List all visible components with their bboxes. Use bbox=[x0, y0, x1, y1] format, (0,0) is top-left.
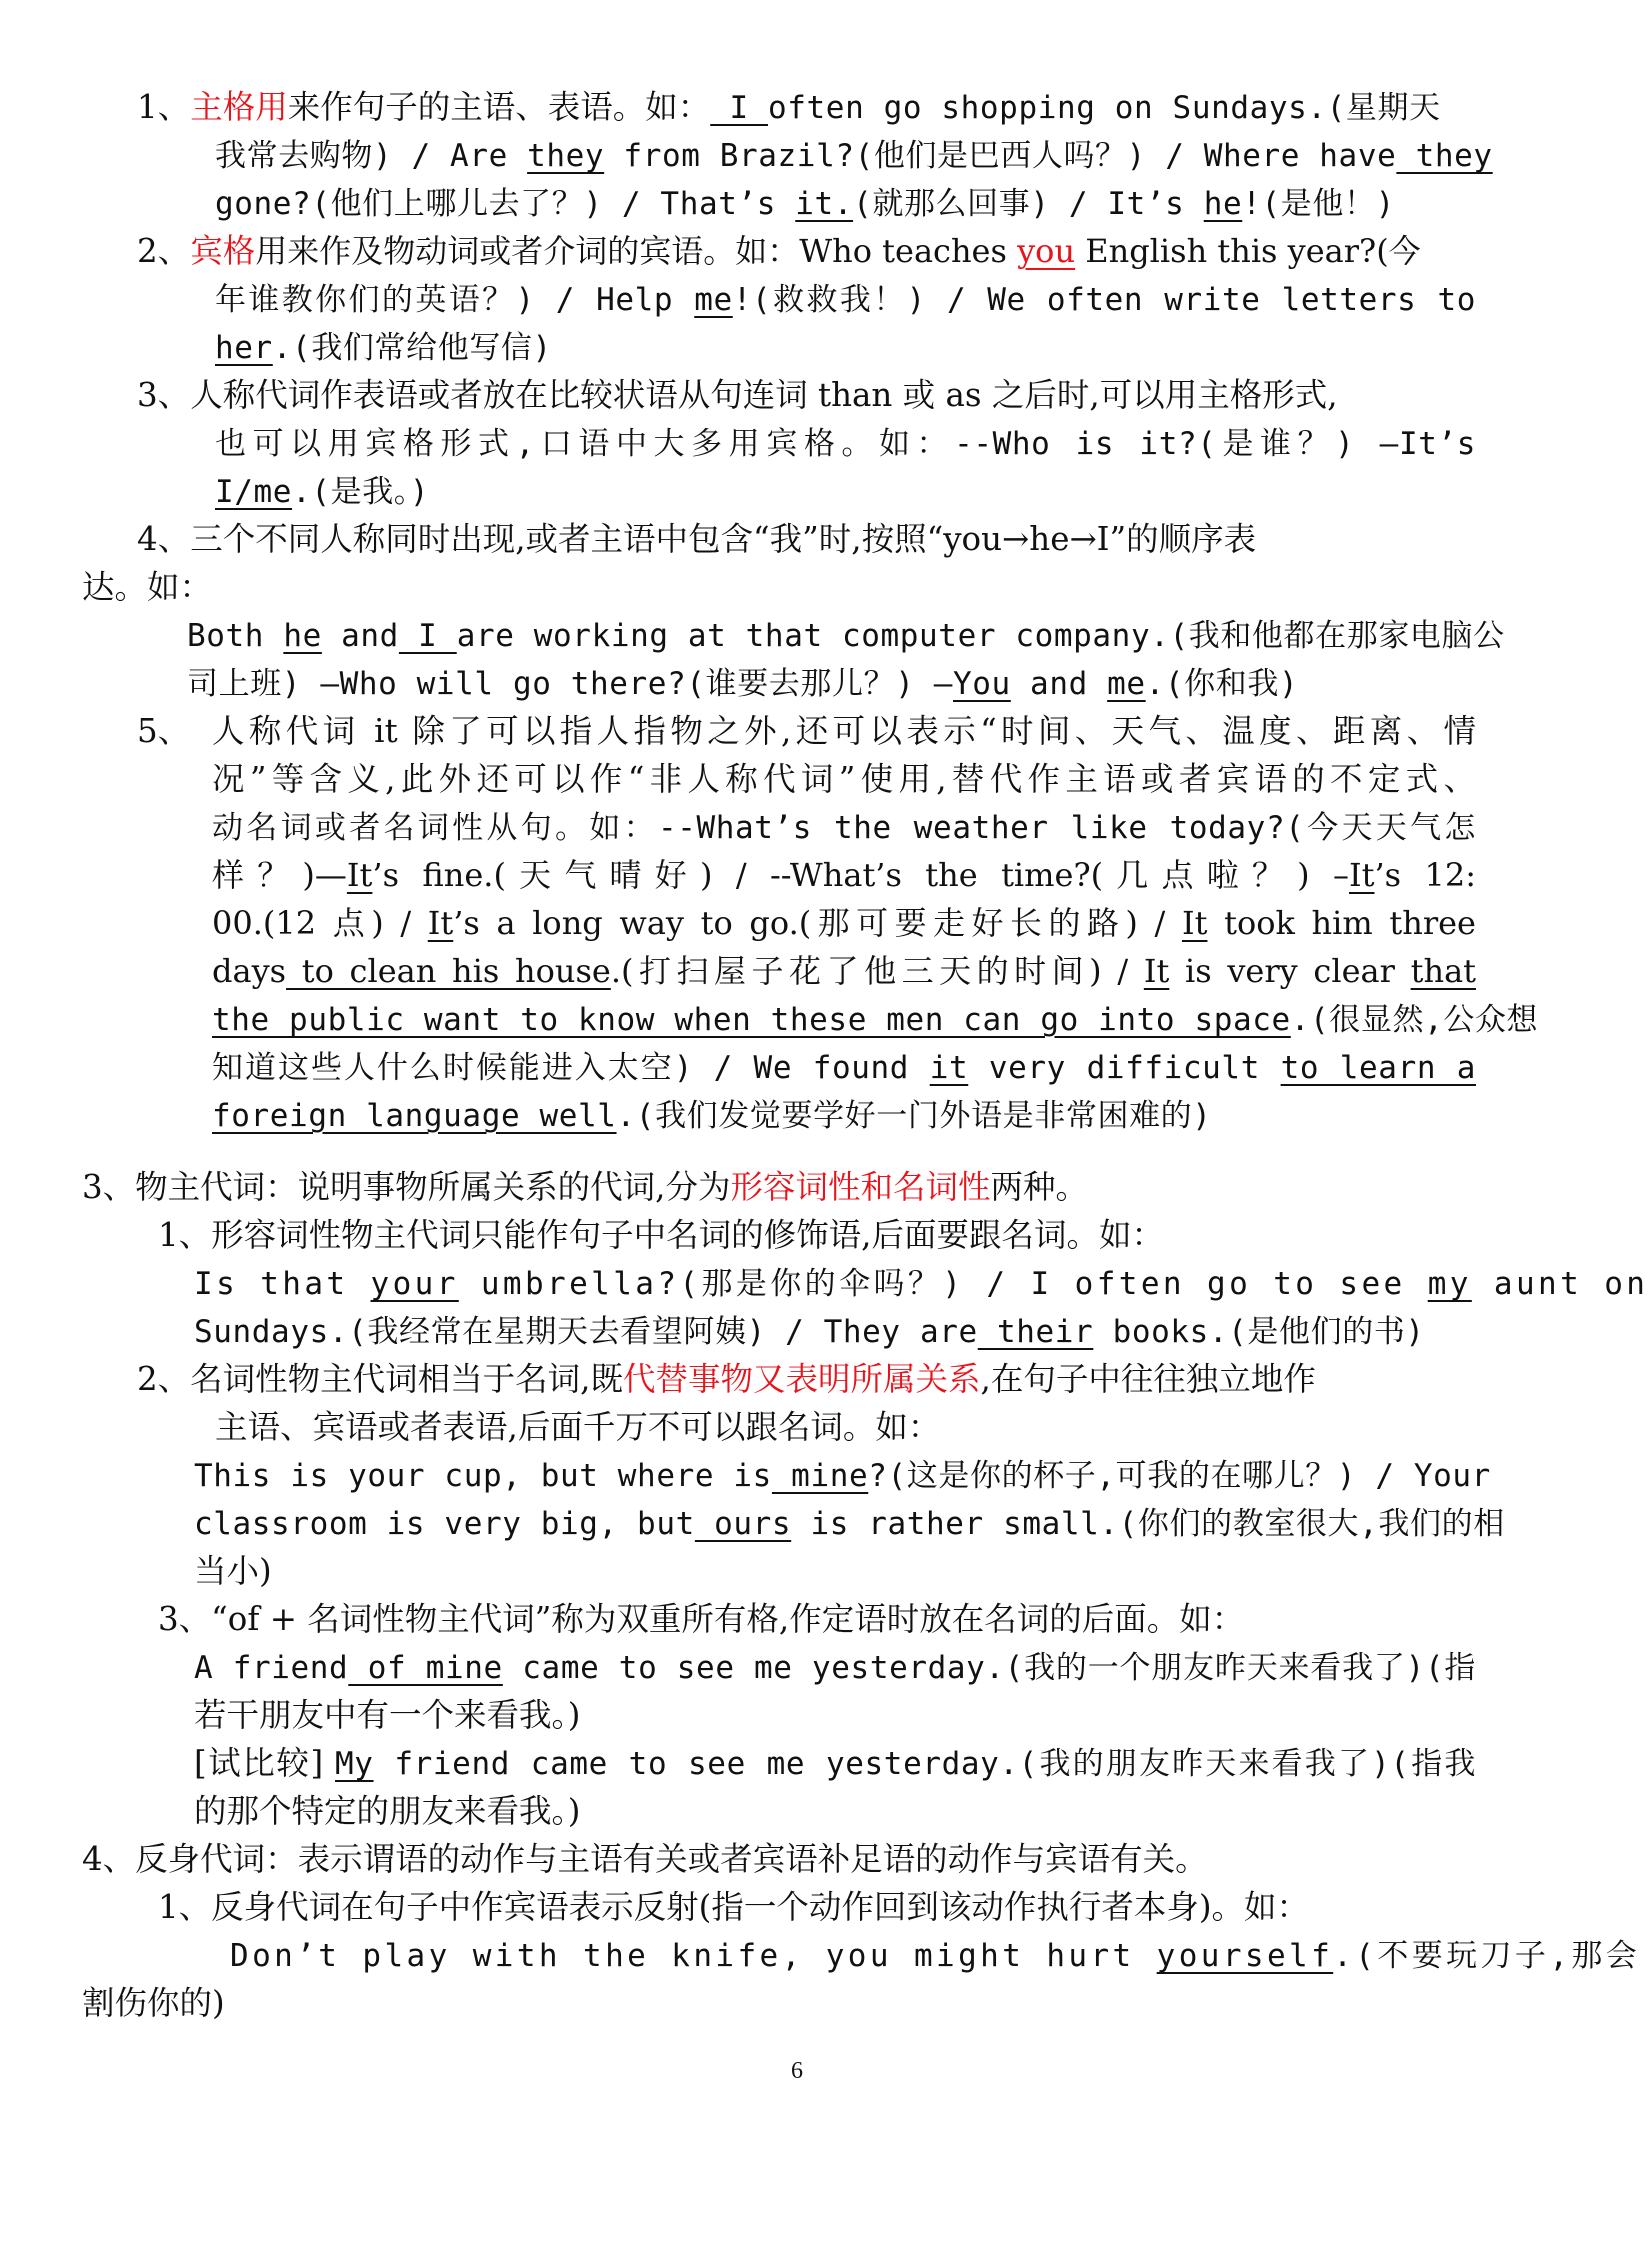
s4-heading: 4、反身代词：表示谓语的动作与主语有关或者宾语补足语的动作与宾语有关。 bbox=[82, 1840, 1208, 1878]
s2-item2-line1: 2、宾格用来作及物动词或者介词的宾语。如：Who teaches you English this year?(今 bbox=[137, 232, 1421, 270]
s2-item5-line6: days to clean his house.(打扫屋子花了他三天的时间) / It is very clear that bbox=[212, 952, 1476, 990]
s2-item4-line4: 司上班) –Who will go there?(谁要去那儿？) –You and me.(你和我) bbox=[187, 666, 1299, 702]
s2-item4-line2: 达。如： bbox=[82, 568, 213, 606]
s2-item5-line3: 动名词或者名词性从句。如：--What’s the weather like today?(今天天气怎 bbox=[212, 810, 1476, 846]
s2-item5-number: 5、 bbox=[137, 712, 191, 750]
s3-item3-line1: 3、“of + 名词性物主代词”称为双重所有格,作定语时放在名词的后面。如： bbox=[158, 1600, 1245, 1638]
s3-item2-line3: This is your cup, but where is mine?(这是你的杯子,可我的在哪儿？) / Your bbox=[194, 1458, 1491, 1494]
s3-item3-line2: A friend of mine came to see me yesterday.(我的一个朋友昨天来看我了)(指 bbox=[194, 1650, 1477, 1686]
s3-item3-line5: 的那个特定的朋友来看我。) bbox=[194, 1792, 581, 1830]
s2-item2-line3: her.(我们常给他写信) bbox=[215, 330, 552, 366]
s2-item1-line1: 1、主格用来作句子的主语、表语。如： I often go shopping on Sundays.(星期天 bbox=[137, 88, 1441, 126]
s2-item5-line1: 人称代词 it 除了可以指人指物之外,还可以表示“时间、天气、温度、距离、情 bbox=[212, 712, 1476, 750]
s2-item1-line3: gone?(他们上哪儿去了？) / That’s it.(就那么回事) / It’s he!(是他！) bbox=[215, 186, 1395, 222]
s3-heading: 3、物主代词：说明事物所属关系的代词,分为形容词性和名词性两种。 bbox=[82, 1168, 1089, 1206]
s3-item3-line4: [试比较] My friend came to see me yesterday.(我的朋友昨天来看我了)(指我 bbox=[194, 1744, 1476, 1782]
s3-item2-line4: classroom is very big, but ours is rather small.(你们的教室很大,我们的相 bbox=[194, 1506, 1505, 1542]
s3-item3-line3: 若干朋友中有一个来看我。) bbox=[194, 1696, 581, 1734]
keyword-nominative: 主格用 bbox=[190, 88, 288, 126]
keyword-possessive-types: 形容词性和名词性 bbox=[730, 1168, 991, 1206]
s3-item1-line1: 1、形容词性物主代词只能作句子中名词的修饰语,后面要跟名词。如： bbox=[158, 1216, 1165, 1254]
keyword-replace-and-show: 代替事物又表明所属关系 bbox=[623, 1360, 981, 1398]
s2-item5-line2: 况”等含义,此外还可以作“非人称代词”使用,替代作主语或者宾语的不定式、 bbox=[212, 760, 1476, 798]
s2-item5-line5: 00.(12 点) / It’s a long way to go.(那可要走好长的路) / It took him three bbox=[212, 904, 1476, 942]
s2-item3-line1: 3、人称代词作表语或者放在比较状语从句连词 than 或 as 之后时,可以用主格形式, bbox=[137, 376, 1338, 414]
s2-item3-line2: 也可以用宾格形式,口语中大多用宾格。如：--Who is it?(是谁？) –It’s bbox=[215, 426, 1476, 462]
s2-item5-line7: the public want to know when these men can go into space.(很显然,公众想 bbox=[212, 1002, 1539, 1038]
keyword-objective: 宾格 bbox=[190, 232, 256, 270]
s2-item2-line2: 年谁教你们的英语？) / Help me!(救救我！) / We often write letters to bbox=[215, 282, 1476, 318]
s4-item1-line1: 1、反身代词在句子中作宾语表示反射(指一个动作回到该动作执行者本身)。如： bbox=[158, 1888, 1310, 1926]
s2-item1-line2: 我常去购物) / Are they from Brazil?(他们是巴西人吗？) / Where have they bbox=[215, 138, 1493, 174]
s2-item4-line3: Both he and I are working at that computer company.(我和他都在那家电脑公 bbox=[187, 618, 1505, 654]
s3-item1-line2: Is that your umbrella?(那是你的伞吗？) / I often go to see my aunt on bbox=[194, 1266, 1648, 1302]
s3-item2-line1: 2、名词性物主代词相当于名词,既代替事物又表明所属关系,在句子中往往独立地作 bbox=[137, 1360, 1316, 1398]
s2-item5-line8: 知道这些人什么时候能进入太空) / We found it very difficult to learn a bbox=[212, 1050, 1477, 1086]
s2-item5-line9: foreign language well.(我们发觉要学好一门外语是非常困难的) bbox=[212, 1098, 1212, 1134]
s3-item1-line3: Sundays.(我经常在星期天去看望阿姨) / They are their books.(是他们的书) bbox=[194, 1314, 1425, 1350]
s2-item4-line1: 4、三个不同人称同时出现,或者主语中包含“我”时,按照“you→he→I”的顺序表 bbox=[137, 520, 1257, 558]
s3-item2-line2: 主语、宾语或者表语,后面千万不可以跟名词。如： bbox=[215, 1408, 941, 1446]
s2-item3-line3: I/me.(是我。) bbox=[215, 474, 430, 510]
s4-item1-line3: 割伤你的) bbox=[82, 1984, 225, 2022]
s4-item1-line2: Don’t play with the knife, you might hurt yourself.(不要玩刀子,那会 bbox=[230, 1938, 1641, 1974]
page-number: 6 bbox=[791, 2058, 803, 2084]
s3-item2-line5: 当小) bbox=[194, 1552, 272, 1590]
s2-item5-line4: 样？)—It’s fine.(天气晴好) / --What’s the time?(几点啦？) –It’s 12: bbox=[212, 856, 1476, 894]
